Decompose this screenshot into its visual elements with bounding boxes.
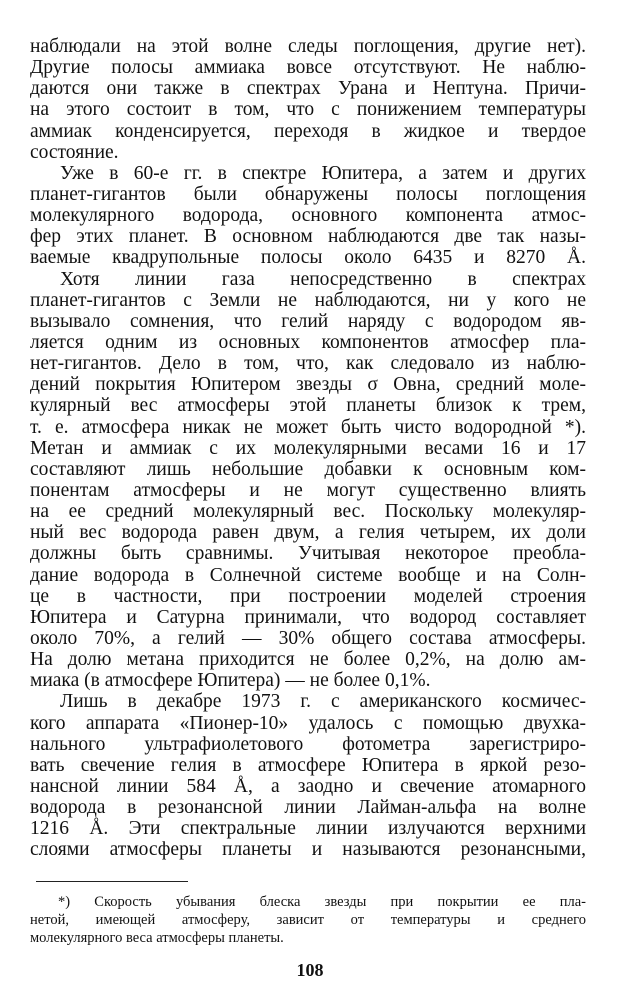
footnote-line: *) Скорость убывания блеска звезды при покрытии ее пла- <box>58 894 586 910</box>
text-line: нансной линии 584 Å, а заодно и свечение атомарного <box>30 775 586 797</box>
text-line: ный вес водорода равен двум, а гелия четырем, их доли <box>30 522 586 544</box>
text-line: аммиак конденсируется, переходя в жидкое и твердое <box>30 120 586 142</box>
main-text <box>30 36 586 860</box>
text-line: планет-гигантов были обнаружены полосы поглощения <box>30 183 586 205</box>
text-line: вать свечение гелия в атмосфере Юпитера в яркой резо- <box>30 754 586 776</box>
text-line: т. е. атмосфера никак не может быть чисто водородной *). <box>30 416 586 438</box>
text-line: ляется одним из основных компонентов атмосфер пла- <box>30 331 586 353</box>
text-line: около 70%, а гелий — 30% общего состава атмосферы. <box>30 627 586 649</box>
text-line: даются они также в спектрах Урана и Нептуна. Причи- <box>30 78 586 100</box>
text-line: понентам атмосферы и не могут существенно влиять <box>30 479 586 501</box>
footnote <box>30 893 586 947</box>
footnote-line: нетой, имеющей атмосферу, зависит от температуры и среднего <box>30 912 586 928</box>
text-line: состояние. <box>30 141 119 163</box>
text-line: миака (в атмосфере Юпитера) — не более 0,1%. <box>30 670 431 692</box>
text-line: кулярный вес атмосферы этой планеты близок к трем, <box>30 395 586 417</box>
text-line: нального ультрафиолетового фотометра зарегистриро- <box>30 733 586 755</box>
footnote-line: молекулярного веса атмосферы планеты. <box>30 930 284 946</box>
text-line: молекулярного водорода, основного компонента атмос- <box>30 205 586 227</box>
text-line: нет-гигантов. Дело в том, что, как следовало из наблю- <box>30 353 586 375</box>
text-line: на ее средний молекулярный вес. Поскольку молекуляр- <box>30 501 586 523</box>
text-line: слоями атмосферы планеты и называются резонансными, <box>30 839 586 861</box>
text-line: наблюдали на этой волне следы поглощения, другие нет). <box>30 36 586 57</box>
text-line: составляют лишь небольшие добавки к основным ком- <box>30 458 586 480</box>
text-line: ваемые квадрупольные полосы около 6435 и 8270 Å. <box>30 247 586 269</box>
text-line: планет-гигантов с Земли не наблюдаются, ни у кого не <box>30 289 586 311</box>
page-number: 108 <box>296 960 324 980</box>
text-line: Хотя линии газа непосредственно в спектрах <box>60 268 586 290</box>
text-line: Уже в 60-е гг. в спектре Юпитера, а затем и других <box>60 162 586 184</box>
footnote-divider <box>36 881 188 882</box>
text-line: на этого состоит в том, что с понижением температуры <box>30 99 586 121</box>
text-line: Другие полосы аммиака вовсе отсутствуют. Не наблю- <box>30 57 586 79</box>
text-line: вызывало сомнения, что гелий наряду с водородом яв- <box>30 310 586 332</box>
text-line: дание водорода в Солнечной системе вообще и на Солн- <box>30 564 586 586</box>
text-line: фер этих планет. В основном наблюдаются две так назы- <box>30 226 586 248</box>
text-line: 1216 Å. Эти спектральные линии излучаются верхними <box>30 818 586 840</box>
text-line: должны быть сравнимы. Учитывая некоторое преобла- <box>30 543 586 565</box>
text-line: водорода в резонансной линии Лайман-альфа на волне <box>30 797 586 819</box>
text-line: Юпитера и Сатурна принимали, что водород составляет <box>30 606 586 628</box>
text-line: кого аппарата «Пионер-10» удалось с помощью двухка- <box>30 712 586 734</box>
text-line: Лишь в декабре 1973 г. с американского космичес- <box>60 691 586 713</box>
text-line: дений покрытия Юпитером звезды σ Овна, средний моле- <box>30 374 586 396</box>
text-line: Метан и аммиак с их молекулярными весами 16 и 17 <box>30 437 586 459</box>
text-line: На долю метана приходится не более 0,2%, на долю ам- <box>30 649 586 671</box>
text-line: це в частности, при построении моделей строения <box>30 585 586 607</box>
